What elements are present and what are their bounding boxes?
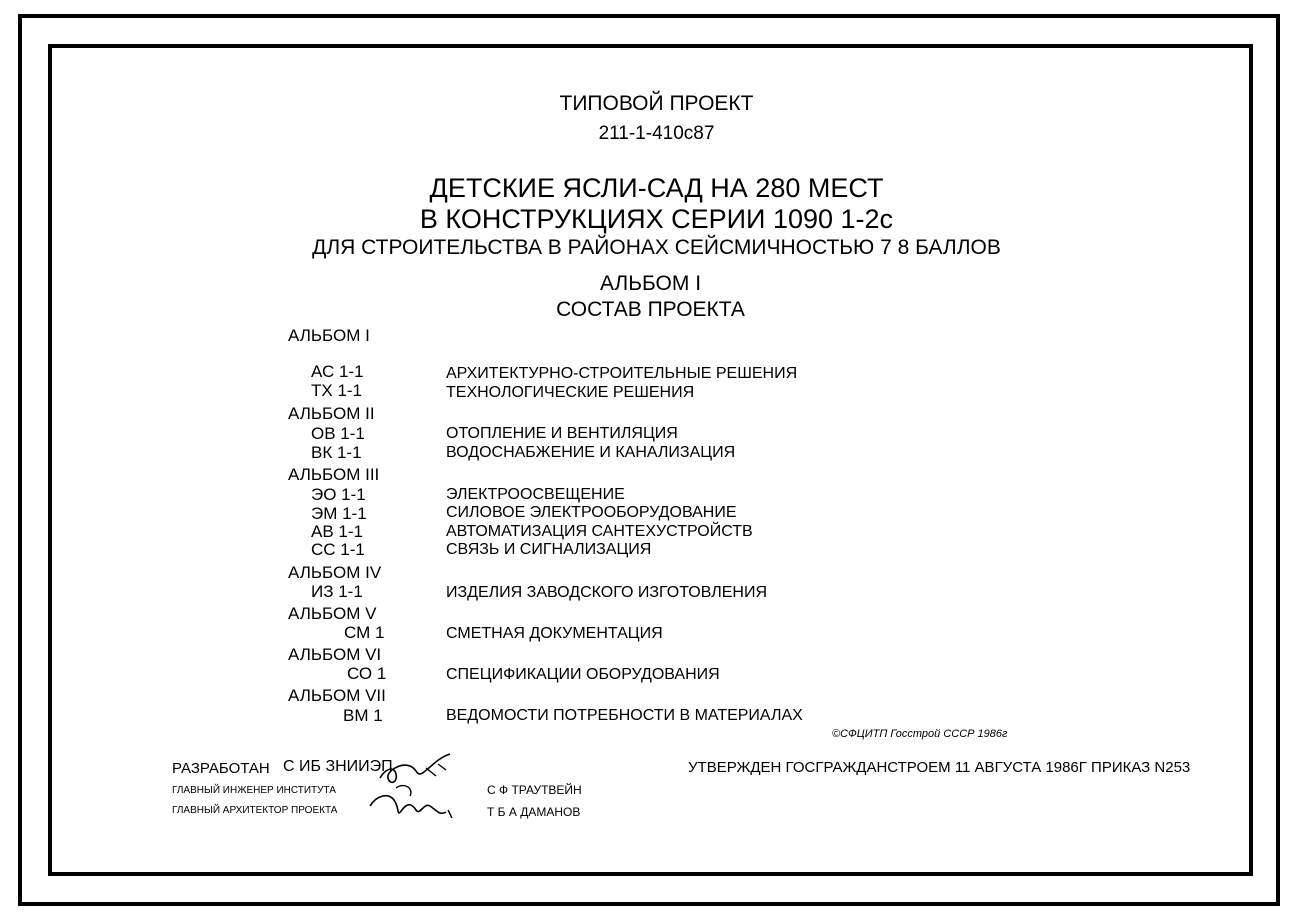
section-desc: ВЕДОМОСТИ ПОТРЕБНОСТИ В МАТЕРИАЛАХ: [446, 707, 803, 724]
section-code: АС 1-1: [311, 362, 364, 381]
subtitle: СОСТАВ ПРОЕКТА: [556, 298, 745, 321]
section-desc: АВТОМАТИЗАЦИЯ САНТЕХУСТРОЙСТВ: [446, 523, 753, 540]
approval-note: УТВЕРЖДЕН ГОСГРАЖДАНСТРОЕМ 11 АВГУСТА 1986Г ПРИКАЗ N253: [688, 759, 1191, 776]
section-code: ЭО 1-1: [311, 485, 366, 504]
section-code: ЭМ 1-1: [311, 504, 367, 523]
project-number: 211-1-410с87: [598, 123, 715, 144]
title-line-2: В КОНСТРУКЦИЯХ СЕРИИ 1090 1-2с: [419, 204, 894, 234]
album-label: АЛЬБОМ VI: [288, 645, 382, 664]
section-desc: АРХИТЕКТУРНО-СТРОИТЕЛЬНЫЕ РЕШЕНИЯ: [446, 365, 798, 382]
album-label: АЛЬБОМ II: [288, 404, 375, 423]
section-desc: СПЕЦИФИКАЦИИ ОБОРУДОВАНИЯ: [446, 666, 720, 683]
developer-name: С ИБ ЗНИИЭП: [283, 758, 393, 775]
section-code: ИЗ 1-1: [311, 582, 363, 601]
section-desc: СВЯЗЬ И СИГНАЛИЗАЦИЯ: [446, 541, 652, 558]
chief-architect-name: Т Б А ДАМАНОВ: [487, 805, 581, 819]
section-code: СО 1: [347, 664, 387, 683]
signature-drawing: [366, 748, 466, 824]
section-desc: ЭЛЕКТРООСВЕЩЕНИЕ: [446, 486, 625, 503]
chief-engineer-name: С Ф ТРАУТВЕЙН: [487, 783, 582, 797]
album-label: АЛЬБОМ VII: [288, 686, 386, 705]
section-code: СС 1-1: [311, 540, 365, 559]
title-line-1: ДЕТСКИЕ ЯСЛИ-САД НА 280 МЕСТ: [429, 173, 884, 203]
section-desc: ИЗДЕЛИЯ ЗАВОДСКОГО ИЗГОТОВЛЕНИЯ: [446, 584, 768, 601]
section-code: ОВ 1-1: [311, 424, 365, 443]
section-desc: СИЛОВОЕ ЭЛЕКТРООБОРУДОВАНИЕ: [446, 504, 737, 521]
title-line-3: ДЛЯ СТРОИТЕЛЬСТВА В РАЙОНАХ СЕЙСМИЧНОСТЬЮ 7 8 БАЛЛОВ: [312, 236, 1001, 259]
section-code: СМ 1: [344, 623, 385, 642]
section-code: ТХ 1-1: [311, 381, 363, 400]
section-code: АВ 1-1: [311, 522, 363, 541]
album-heading: АЛЬБОМ I: [599, 272, 702, 295]
developed-label: РАЗРАБОТАН: [172, 760, 270, 777]
album-label: АЛЬБОМ I: [288, 326, 370, 345]
project-type: ТИПОВОЙ ПРОЕКТ: [559, 92, 754, 115]
section-desc: СМЕТНАЯ ДОКУМЕНТАЦИЯ: [446, 625, 663, 642]
chief-engineer-label: ГЛАВНЫЙ ИНЖЕНЕР ИНСТИТУТА: [172, 785, 336, 796]
section-code: ВМ 1: [343, 706, 383, 725]
chief-architect-label: ГЛАВНЫЙ АРХИТЕКТОР ПРОЕКТА: [172, 805, 338, 816]
section-desc: ТЕХНОЛОГИЧЕСКИЕ РЕШЕНИЯ: [446, 384, 695, 401]
copyright-mark: ©СФЦИТП Госстрой СССР 1986г: [832, 728, 1008, 740]
album-label: АЛЬБОМ III: [288, 465, 380, 484]
section-desc: ВОДОСНАБЖЕНИЕ И КАНАЛИЗАЦИЯ: [446, 444, 736, 461]
section-desc: ОТОПЛЕНИЕ И ВЕНТИЛЯЦИЯ: [446, 425, 678, 442]
album-label: АЛЬБОМ IV: [288, 563, 382, 582]
section-code: ВК 1-1: [311, 443, 362, 462]
album-label: АЛЬБОМ V: [288, 604, 377, 623]
